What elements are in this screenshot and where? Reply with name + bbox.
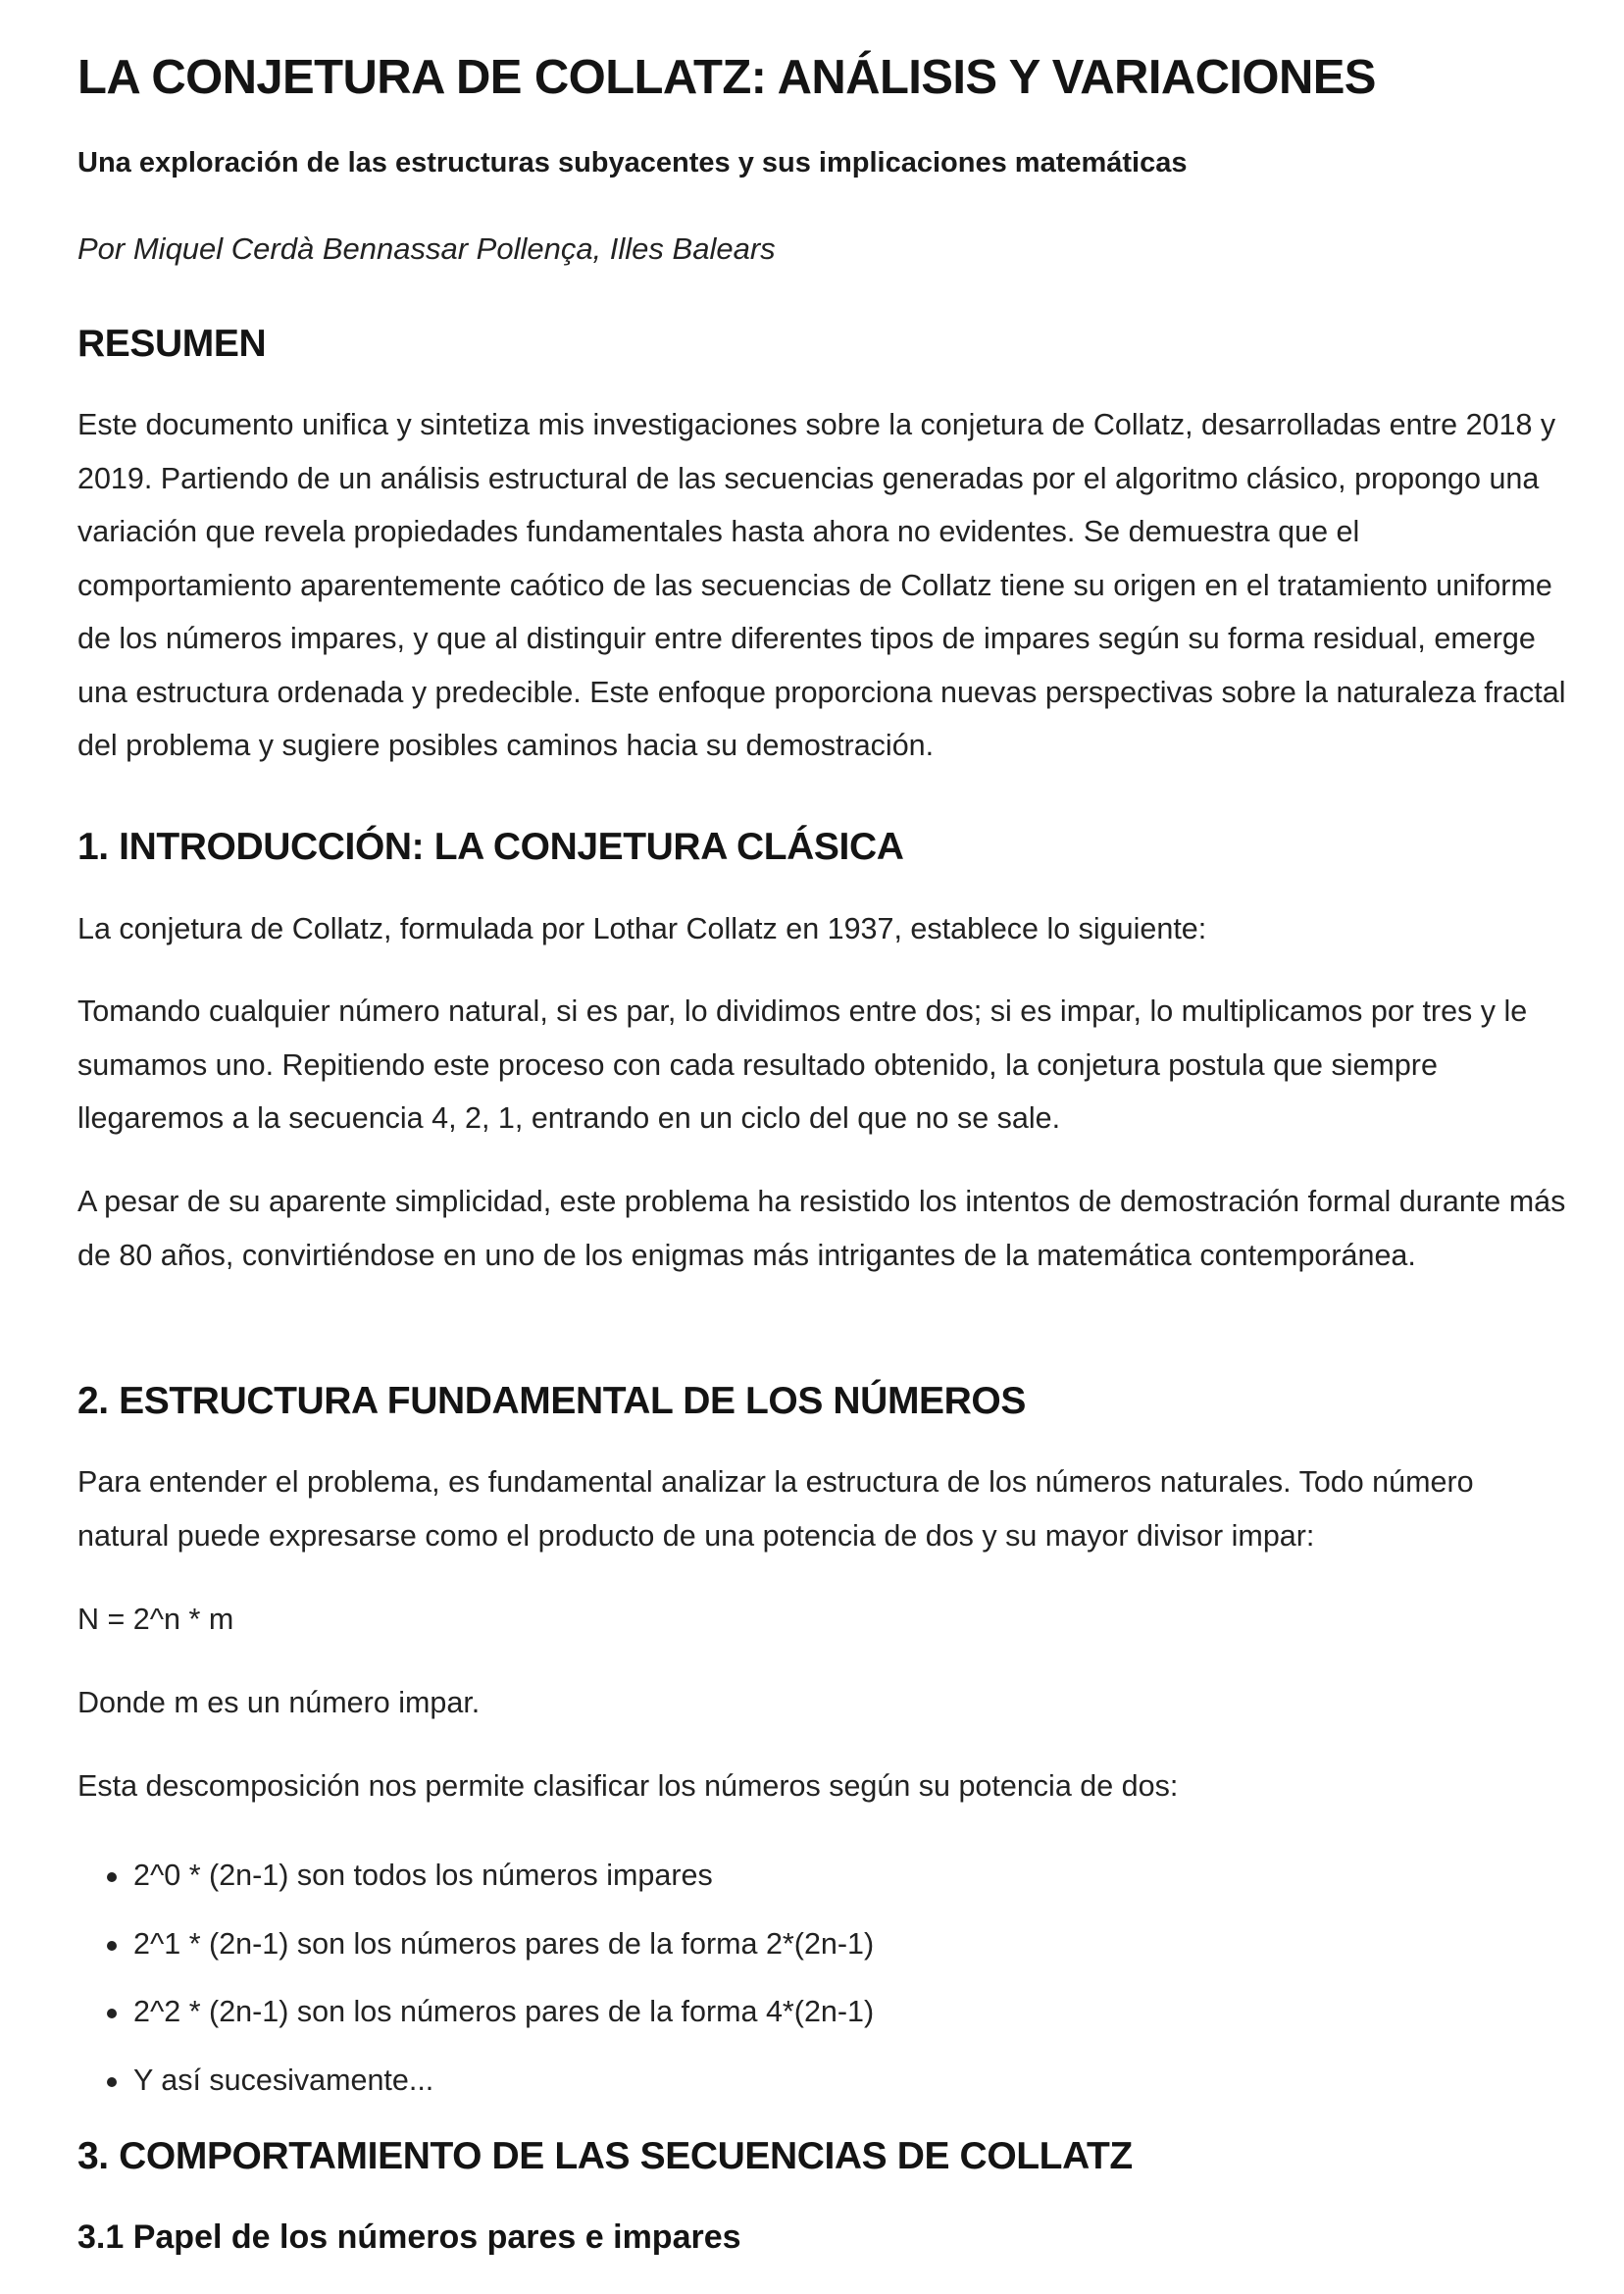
section-2-paragraph-1: Para entender el problema, es fundamental analizar la estructura de los números naturales. Todo número natural puede expresarse como el producto de una potencia de dos y su mayor divisor impar:	[77, 1465, 1474, 1553]
document-subtitle: Una exploración de las estructuras subyacentes y sus implicaciones matemáticas	[77, 147, 1188, 178]
bullet-icon	[107, 2077, 117, 2087]
document-title: LA CONJETURA DE COLLATZ: ANÁLISIS Y VARIACIONES	[77, 51, 1376, 104]
list-item: 2^1 * (2n-1) son los números pares de la forma 2*(2n-1)	[77, 1911, 874, 1979]
bullet-icon	[107, 1872, 117, 1882]
section-1-paragraph-1: La conjetura de Collatz, formulada por Lothar Collatz en 1937, establece lo siguiente:	[77, 912, 1207, 945]
section-2-paragraph-3: Esta descomposición nos permite clasificar los números según su potencia de dos:	[77, 1769, 1179, 1803]
resumen-heading: RESUMEN	[77, 323, 267, 365]
section-2-formula: N = 2^n * m	[77, 1603, 234, 1636]
resumen-paragraph: Este documento unifica y sintetiza mis investigaciones sobre la conjetura de Collatz, desarrolladas entre 2018 y 2019. Partiendo de un análisis estructural de las secuencias generadas por el algoritmo clásico, propongo una variación que revela propiedades fundamentales hasta ahora no evidentes. Se demuestra que el comportamiento aparentemente caótico de las secuencias de Collatz tiene su origen en el tratamiento uniforme de los números impares, y que al distinguir entre diferentes tipos de impares según su forma residual, emerge una estructura ordenada y predecible. Este enfoque proporciona nuevas perspectivas sobre la naturaleza fractal del problema y sugiere posibles caminos hacia su demostración.	[77, 408, 1566, 762]
section-2-heading: 2. ESTRUCTURA FUNDAMENTAL DE LOS NÚMEROS	[77, 1380, 1026, 1422]
section-3-1-heading: 3.1 Papel de los números pares e impares	[77, 2218, 741, 2256]
bullet-icon	[107, 2009, 117, 2018]
section-1-paragraph-3: A pesar de su aparente simplicidad, este problema ha resistido los intentos de demostración formal durante más de 80 años, convirtiéndose en uno de los enigmas más intrigantes de la matemática contemporánea.	[77, 1185, 1566, 1272]
list-item: 2^0 * (2n-1) son todos los números impares	[77, 1842, 874, 1911]
section-3-heading: 3. COMPORTAMIENTO DE LAS SECUENCIAS DE COLLATZ	[77, 2135, 1133, 2177]
section-1-heading: 1. INTRODUCCIÓN: LA CONJETURA CLÁSICA	[77, 826, 904, 868]
bullet-icon	[107, 1941, 117, 1951]
section-2-paragraph-2: Donde m es un número impar.	[77, 1686, 481, 1719]
power-of-two-list	[77, 1842, 874, 2115]
section-1-paragraph-2: Tomando cualquier número natural, si es par, lo dividimos entre dos; si es impar, lo multiplicamos por tres y le sumamos uno. Repitiendo este proceso con cada resultado obtenido, la conjetura postula que siempre llegaremos a la secuencia 4, 2, 1, entrando en un ciclo del que no se sale.	[77, 994, 1528, 1135]
document-author: Por Miquel Cerdà Bennassar Pollença, Illes Balears	[77, 231, 776, 266]
list-item: 2^2 * (2n-1) son los números pares de la forma 4*(2n-1)	[77, 1978, 874, 2047]
list-item: Y así sucesivamente...	[77, 2047, 874, 2116]
